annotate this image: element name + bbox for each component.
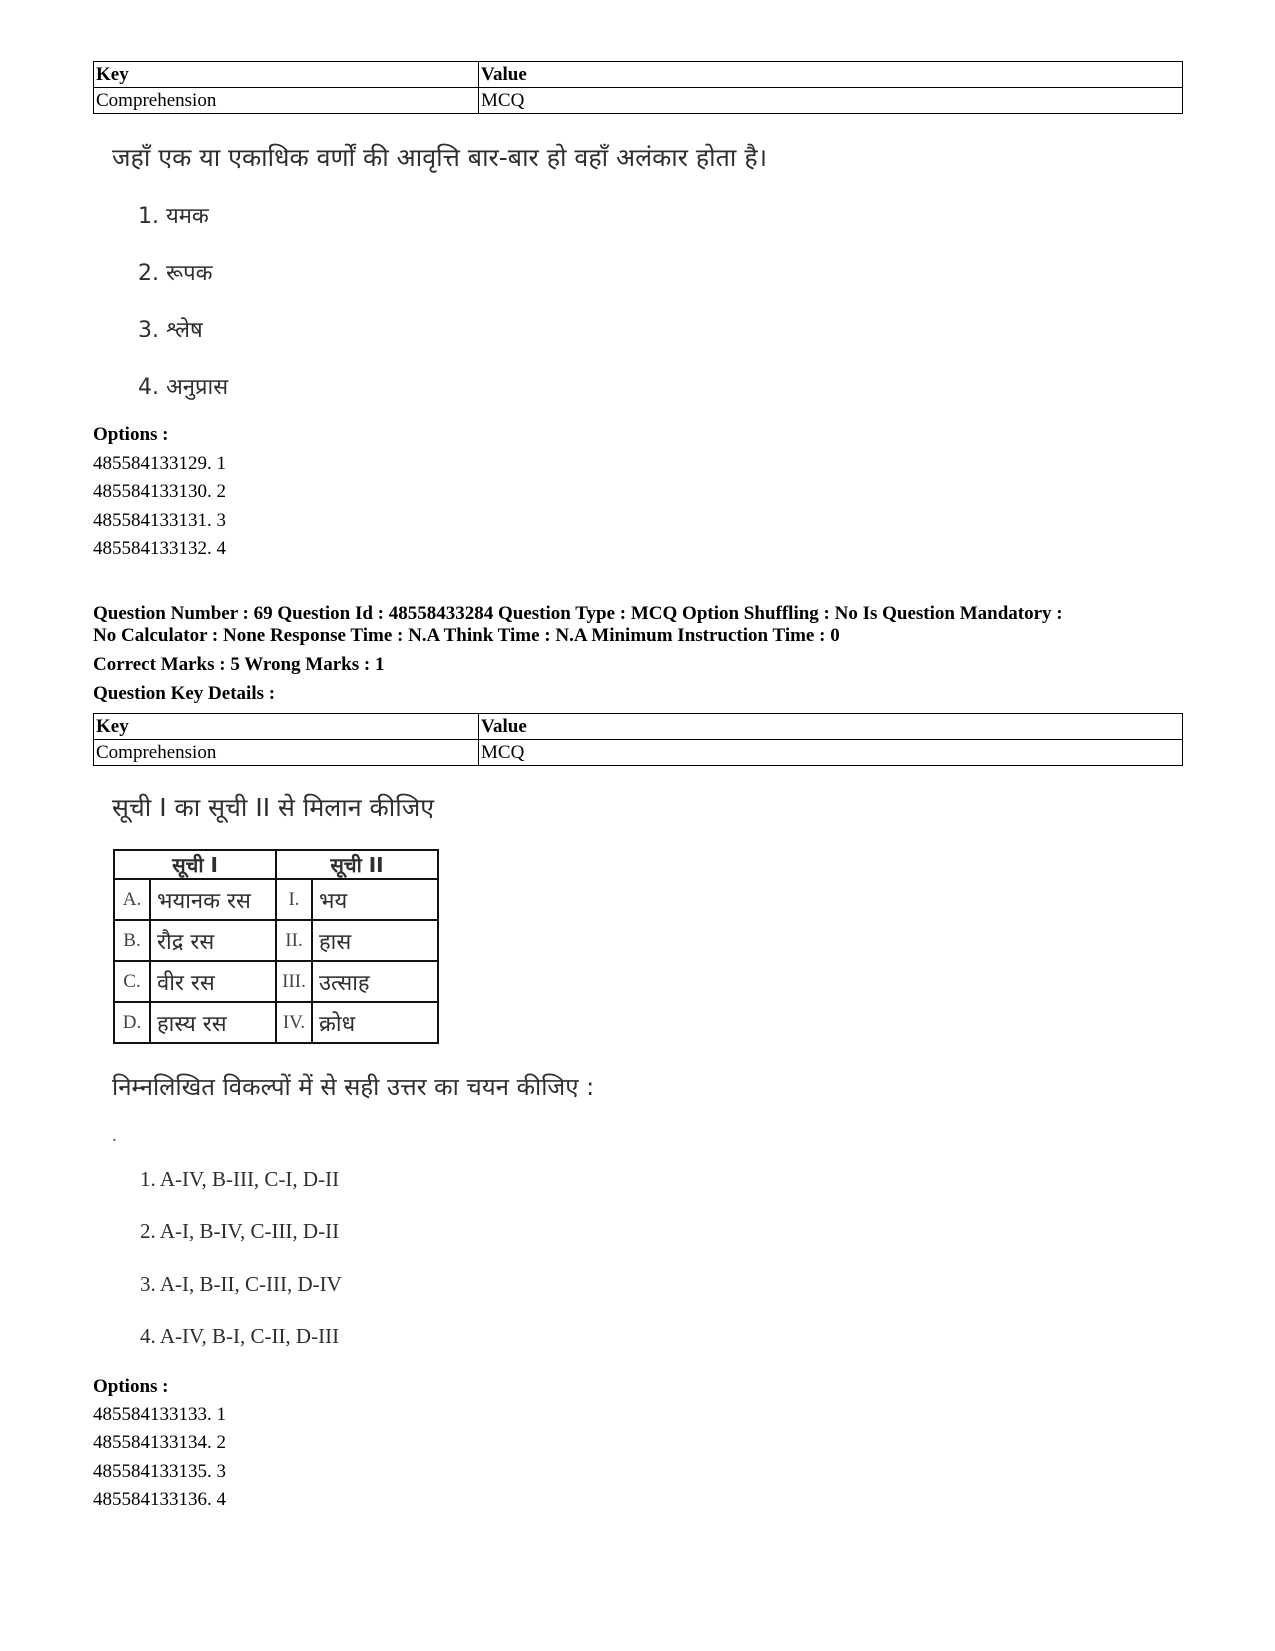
list-2-item: क्रोध <box>312 1002 438 1043</box>
options-label: Options : <box>93 424 169 445</box>
choice-3: 3. श्लेष <box>138 318 203 343</box>
list-1-letter: A. <box>114 879 150 920</box>
question-meta-line-2: No Calculator : None Response Time : N.A Think Time : N.A Minimum Instruction Time : 0 <box>93 625 840 646</box>
match-row <box>114 1002 438 1043</box>
value-header: Value <box>479 714 1183 740</box>
match-table <box>113 849 439 1044</box>
list-1-item: वीर रस <box>150 961 276 1002</box>
list-1-item: हास्य रस <box>150 1002 276 1043</box>
value-cell: MCQ <box>479 88 1183 114</box>
list-1-header: सूची I <box>114 850 276 879</box>
option-id-1: 485584133133. 1 <box>93 1404 226 1425</box>
list-2-item: भय <box>312 879 438 920</box>
question-stem: जहाँ एक या एकाधिक वर्णों की आवृत्ति बार-बार हो वहाँ अलंकार होता है। <box>112 143 768 172</box>
option-id-3: 485584133135. 3 <box>93 1461 226 1482</box>
choice-4: 4. अनुप्रास <box>138 375 229 400</box>
list-2-numeral: III. <box>276 961 312 1002</box>
list-2-item: उत्साह <box>312 961 438 1002</box>
list-2-header: सूची II <box>276 850 438 879</box>
list-1-letter: C. <box>114 961 150 1002</box>
key-value-table <box>93 61 1183 114</box>
list-1-letter: B. <box>114 920 150 961</box>
value-cell: MCQ <box>479 740 1183 766</box>
match-row <box>114 920 438 961</box>
list-2-item: हास <box>312 920 438 961</box>
instruction-text: निम्नलिखित विकल्पों में से सही उत्तर का चयन कीजिए : <box>112 1073 595 1101</box>
question-meta-line-1: Question Number : 69 Question Id : 48558433284 Question Type : MCQ Option Shuffling : No Is Question Mandatory : <box>93 603 1063 624</box>
choice-3: 3. A-I, B-II, C-III, D-IV <box>140 1272 342 1296</box>
choice-2: 2. A-I, B-IV, C-III, D-II <box>140 1219 340 1243</box>
marks-line: Correct Marks : 5 Wrong Marks : 1 <box>93 654 385 675</box>
choice-1: 1. यमक <box>138 204 209 229</box>
key-header: Key <box>94 714 479 740</box>
choice-1: 1. A-IV, B-III, C-I, D-II <box>140 1167 340 1191</box>
option-id-4: 485584133132. 4 <box>93 538 226 559</box>
list-1-item: भयानक रस <box>150 879 276 920</box>
list-2-numeral: IV. <box>276 1002 312 1043</box>
list-2-numeral: I. <box>276 879 312 920</box>
key-header: Key <box>94 62 479 88</box>
key-value-table <box>93 713 1183 766</box>
option-id-2: 485584133130. 2 <box>93 481 226 502</box>
key-cell: Comprehension <box>94 88 479 114</box>
question-stem: सूची I का सूची II से मिलान कीजिए <box>112 793 435 822</box>
option-id-4: 485584133136. 4 <box>93 1489 226 1510</box>
list-1-item: रौद्र रस <box>150 920 276 961</box>
list-1-letter: D. <box>114 1002 150 1043</box>
list-2-numeral: II. <box>276 920 312 961</box>
key-cell: Comprehension <box>94 740 479 766</box>
match-row <box>114 961 438 1002</box>
dot-text: . <box>112 1125 117 1146</box>
choice-4: 4. A-IV, B-I, C-II, D-III <box>140 1324 340 1348</box>
option-id-1: 485584133129. 1 <box>93 453 226 474</box>
key-details-label: Question Key Details : <box>93 683 276 704</box>
option-id-3: 485584133131. 3 <box>93 510 226 531</box>
option-id-2: 485584133134. 2 <box>93 1432 226 1453</box>
choice-2: 2. रूपक <box>138 261 213 286</box>
match-row <box>114 879 438 920</box>
options-label: Options : <box>93 1376 169 1397</box>
value-header: Value <box>479 62 1183 88</box>
